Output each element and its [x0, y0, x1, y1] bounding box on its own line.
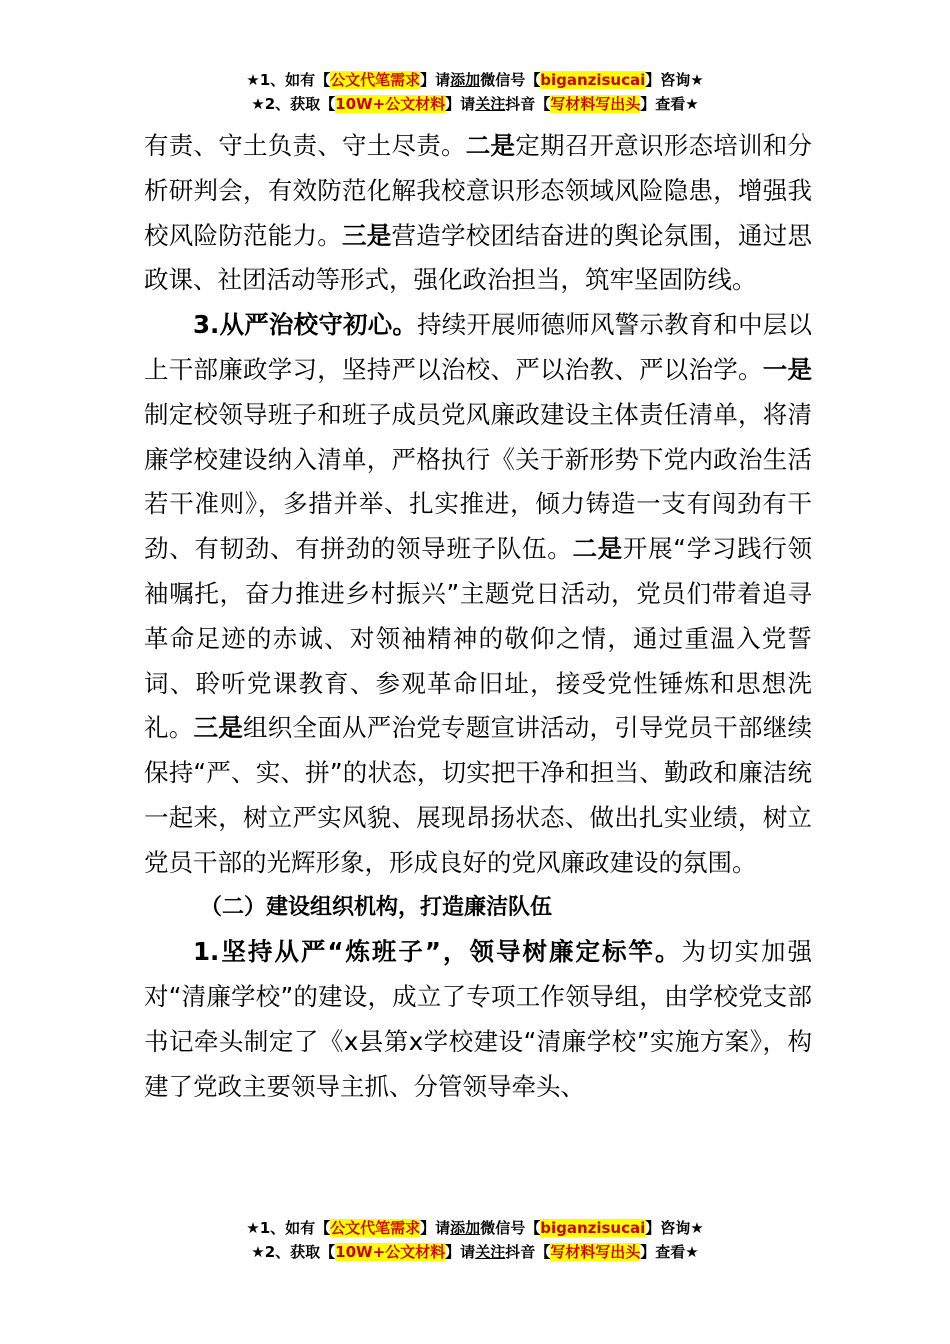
highlight-service: 公文代笔需求: [330, 1219, 421, 1237]
star-icon: ★: [251, 1243, 265, 1261]
star-icon: ★: [685, 1243, 699, 1261]
banner-text: 】查看: [640, 95, 686, 113]
highlight-douyin-id: 写材料写出头: [550, 1243, 641, 1261]
star-icon: ★: [690, 1219, 704, 1237]
bold-text: 二是: [465, 131, 516, 160]
star-icon: ★: [246, 71, 260, 89]
star-icon: ★: [685, 95, 699, 113]
banner-text: 抖音【: [505, 95, 551, 113]
bold-text: 二是: [572, 534, 623, 564]
banner-text: 】请: [420, 1219, 451, 1237]
banner-text: 】请: [420, 71, 451, 89]
banner-text: 抖音【: [505, 1243, 551, 1261]
underline-follow: 关注: [475, 95, 506, 113]
star-icon: ★: [690, 71, 704, 89]
text: 定期召开意识形态培训和分析研判会，有效防范化解我校意识形态领域风险隐患，增强我校风险防范能力。: [144, 131, 812, 250]
document-body: [144, 124, 812, 1110]
banner-text: 】请: [445, 1243, 476, 1261]
highlight-wechat-id: biganzisucai: [540, 1219, 646, 1237]
text: 营造学校团结奋进的舆论氛围，通过思政课、社团活动等形式，强化政治担当，筑牢坚固防线。: [144, 220, 812, 295]
banner-text: 】请: [445, 95, 476, 113]
text: 有责、守土负责、守土尽责。: [144, 131, 466, 160]
banner-text: 】查看: [640, 1243, 686, 1261]
star-icon: ★: [246, 1219, 260, 1237]
paragraph-3: [144, 930, 812, 1109]
paragraph-2: [144, 303, 812, 885]
banner-text: 微信号【: [480, 71, 541, 89]
top-banner: [0, 68, 950, 116]
section-heading: 1.坚持从严“炼班子”，领导树廉定标竿。: [193, 937, 682, 967]
highlight-wechat-id: biganzisucai: [540, 71, 646, 89]
banner-line-2: [0, 1240, 950, 1264]
underline-add: 添加: [450, 1219, 481, 1237]
text: 为切实加强对“清廉学校”的建设，成立了专项工作领导组，由学校党支部书记牵头制定了《x县第x学校建设“清廉学校”实施方案》，构建了党政主要领导主抓、分管领导牵头、: [144, 937, 813, 1101]
underline-follow: 关注: [475, 1243, 506, 1261]
banner-text: 微信号【: [480, 1219, 541, 1237]
highlight-douyin-id: 写材料写出头: [550, 95, 641, 113]
bold-text: 一是: [762, 354, 812, 384]
underline-add: 添加: [450, 71, 481, 89]
banner-text: 2、获取【: [264, 1243, 336, 1261]
banner-line-2: [0, 92, 950, 116]
section-title: （二）建设组织机构，打造廉洁队伍: [200, 894, 553, 920]
section-heading: 3.从严治校守初心。: [193, 310, 418, 340]
highlight-materials: 10W+公文材料: [335, 1243, 446, 1261]
bottom-banner: [0, 1216, 950, 1264]
text: 持续开展师德师风警示教育和中层以上干部廉政学习，坚持严以治校、严以治教、严以治学。: [144, 310, 812, 384]
banner-line-1: [0, 1216, 950, 1240]
banner-line-1: [0, 68, 950, 92]
highlight-materials: 10W+公文材料: [335, 95, 446, 113]
banner-text: 2、获取【: [264, 95, 336, 113]
banner-text: 1、如有【: [259, 1219, 331, 1237]
star-icon: ★: [251, 95, 265, 113]
text: 开展“学习践行领袖嘱托，奋力推进乡村振兴”主题党日活动，党员们带着追寻革命足迹的赤诚、对领袖精神的敬仰之情，通过重温入党誓词、聆听党课教育、参观革命旧址，接受党性锤炼和思想洗礼。: [144, 534, 813, 743]
bold-text: 三是: [342, 220, 392, 250]
text: 组织全面从严治党专题宣讲活动，引导党员干部继续保持“严、实、拼”的状态，切实把干净和担当、勤政和廉洁统一起来，树立严实风貌、展现昂扬状态、做出扎实业绩，树立党员干部的光辉形象，形成良好的党风廉政建设的氛围。: [144, 713, 812, 877]
banner-text: 1、如有【: [259, 71, 331, 89]
banner-text: 】咨询: [645, 1219, 691, 1237]
paragraph-1: [144, 124, 812, 303]
banner-text: 】咨询: [645, 71, 691, 89]
highlight-service: 公文代笔需求: [330, 71, 421, 89]
text: 制定校领导班子和班子成员党风廉政建设主体责任清单，将清廉学校建设纳入清单，严格执行《关于新形势下党内政治生活若干准则》，多措并举、扎实推进，倾力铸造一支有闯劲有干劲、有韧劲、有拼劲的领导班子队伍。: [144, 399, 812, 564]
bold-text: 三是: [193, 713, 243, 743]
